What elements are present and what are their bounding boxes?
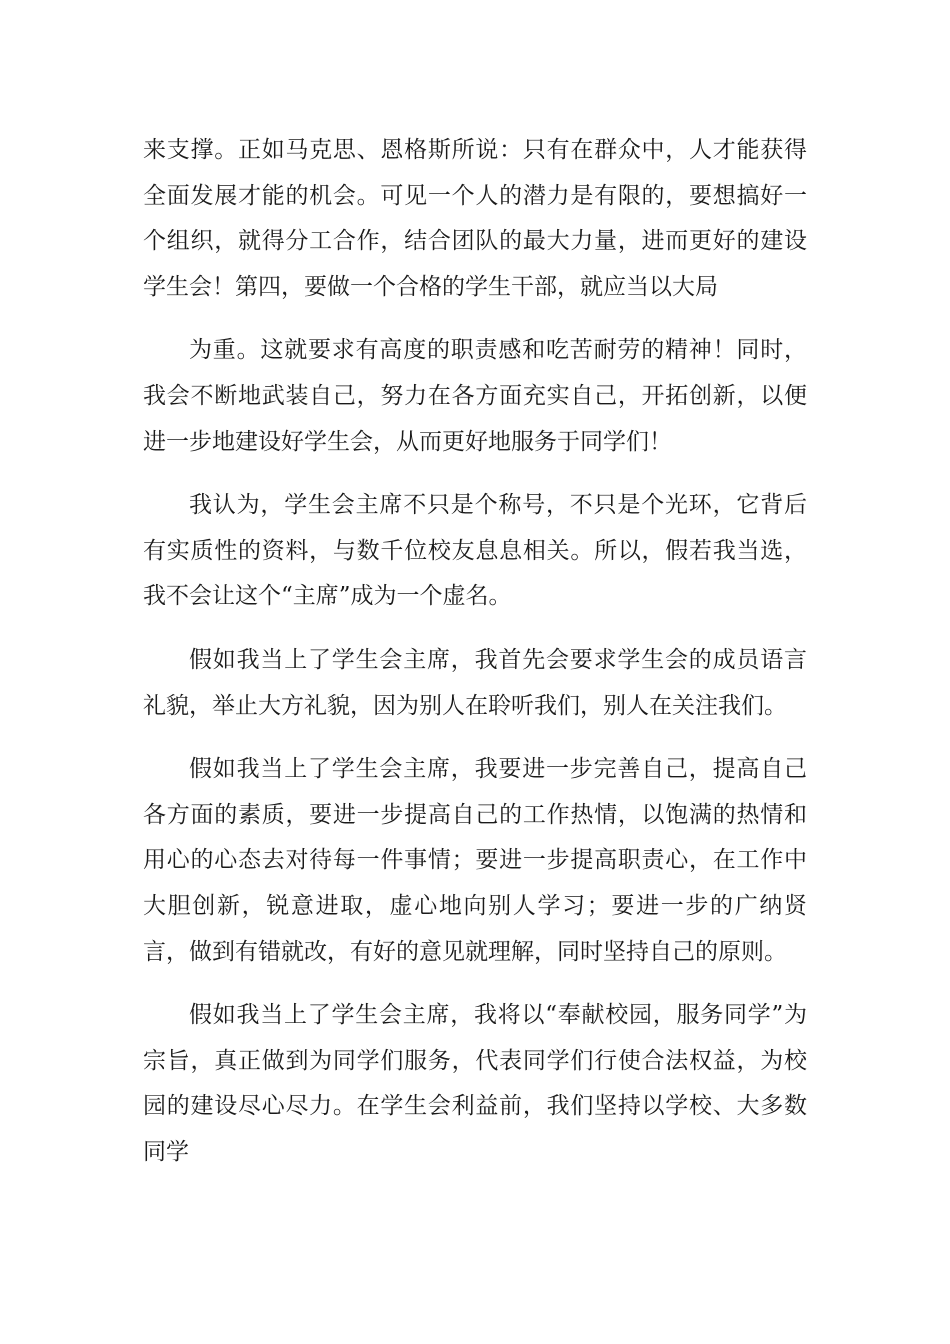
document-body: [143, 128, 807, 1193]
paragraph-6: 假如我当上了学生会主席，我将以“奉献校园，服务同学”为宗旨，真正做到为同学们服务，代表同学们行使合法权益，为校园的建设尽心尽力。在学生会利益前，我们坚持以学校、大多数同学: [143, 1002, 807, 1165]
paragraph-5: 假如我当上了学生会主席，我要进一步完善自己，提高自己各方面的素质，要进一步提高自己的工作热情，以饱满的热情和用心的心态去对待每一件事情；要进一步提高职责心，在工作中大胆创新，锐意进取，虚心地向别人学习；要进一步的广纳贤言，做到有错就改，有好的意见就理解，同时坚持自己的原则。: [143, 756, 807, 965]
paragraph-1: 来支撑。正如马克思、恩格斯所说：只有在群众中，人才能获得全面发展才能的机会。可见一个人的潜力是有限的，要想搞好一个组织，就得分工合作，结合团队的最大力量，进而更好的建设学生会！第四，要做一个合格的学生干部，就应当以大局: [143, 137, 807, 300]
paragraph-4: 假如我当上了学生会主席，我首先会要求学生会的成员语言礼貌，举止大方礼貌，因为别人在聆听我们，别人在关注我们。: [143, 646, 807, 719]
paragraph-2: 为重。这就要求有高度的职责感和吃苦耐劳的精神！同时，我会不断地武装自己，努力在各方面充实自己，开拓创新，以便进一步地建设好学生会，从而更好地服务于同学们！: [143, 337, 807, 455]
paragraph-3: 我认为，学生会主席不只是个称号，不只是个光环，它背后有实质性的资料，与数千位校友息息相关。所以，假若我当选，我不会让这个“主席”成为一个虚名。: [143, 492, 807, 610]
